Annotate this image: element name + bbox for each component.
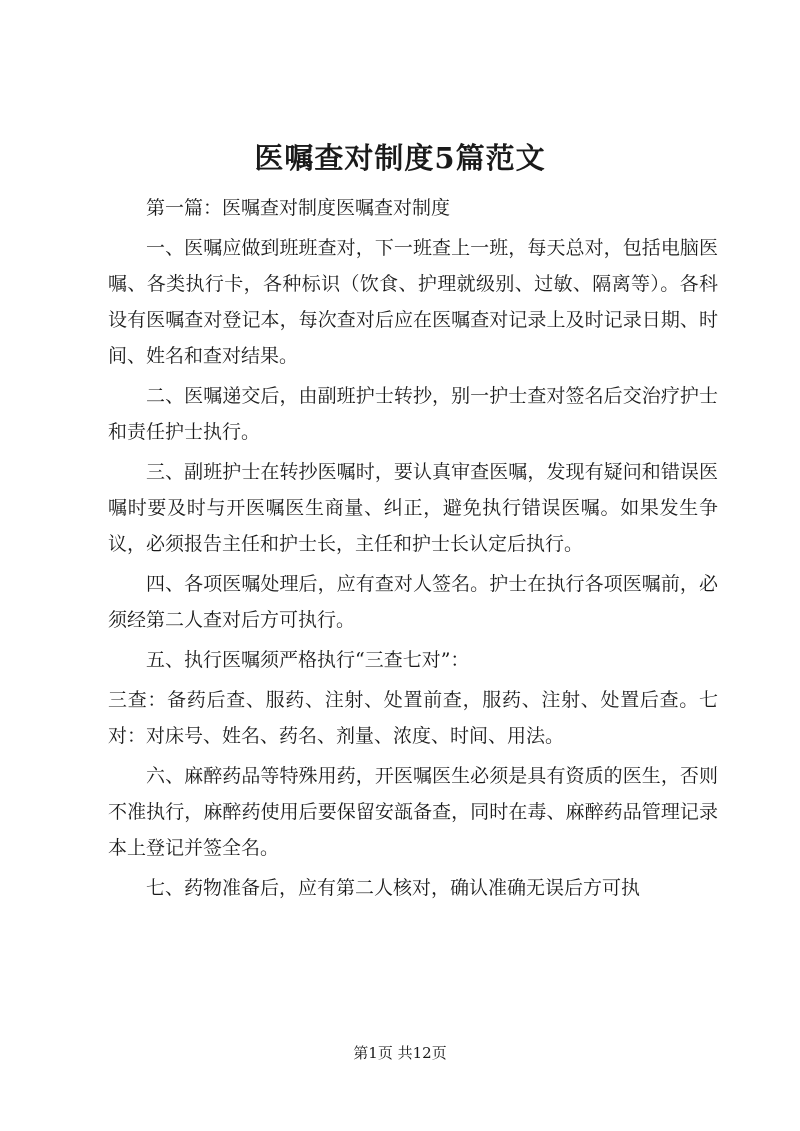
paragraph-7: 六、麻醉药品等特殊用药，开医嘱医生必须是具有资质的医生，否则不准执行，麻醉药使用后要保留安瓿备查，同时在毒、麻醉药品管理记录本上登记并签全名。	[108, 765, 718, 859]
paragraph-1: 一、医嘱应做到班班查对，下一班查上一班，每天总对，包括电脑医嘱、各类执行卡，各种标识（饮食、护理就级别、过敏、隔离等）。各科设有医嘱查对登记本，每次查对后应在医嘱查对记录上及时记录日期、时间、姓名和查对结果。	[108, 237, 718, 367]
document-title: 医嘱查对制度5篇范文	[254, 141, 546, 175]
paragraph-2: 二、医嘱递交后，由副班护士转抄，别一护士查对签名后交治疗护士和责任护士执行。	[108, 385, 718, 443]
page-footer: 第1页 共12页	[353, 1044, 447, 1062]
paragraph-6: 三查：备药后查、服药、注射、处置前查，服药、注射、处置后查。七对：对床号、姓名、药名、剂量、浓度、时间、用法。	[108, 689, 718, 747]
section-heading: 第一篇：医嘱查对制度医嘱查对制度	[146, 197, 451, 219]
paragraph-4: 四、各项医嘱处理后，应有查对人签名。护士在执行各项医嘱前，必须经第二人查对后方可执行。	[108, 573, 718, 631]
paragraph-3: 三、副班护士在转抄医嘱时，要认真审查医嘱，发现有疑问和错误医嘱时要及时与开医嘱医生商量、纠正，避免执行错误医嘱。如果发生争议，必须报告主任和护士长，主任和护士长认定后执行。	[108, 461, 718, 555]
paragraph-5: 五、执行医嘱须严格执行“三查七对”：	[146, 649, 470, 671]
paragraph-8: 七、药物准备后，应有第二人核对，确认准确无误后方可执	[146, 877, 641, 899]
document-body	[108, 190, 718, 906]
